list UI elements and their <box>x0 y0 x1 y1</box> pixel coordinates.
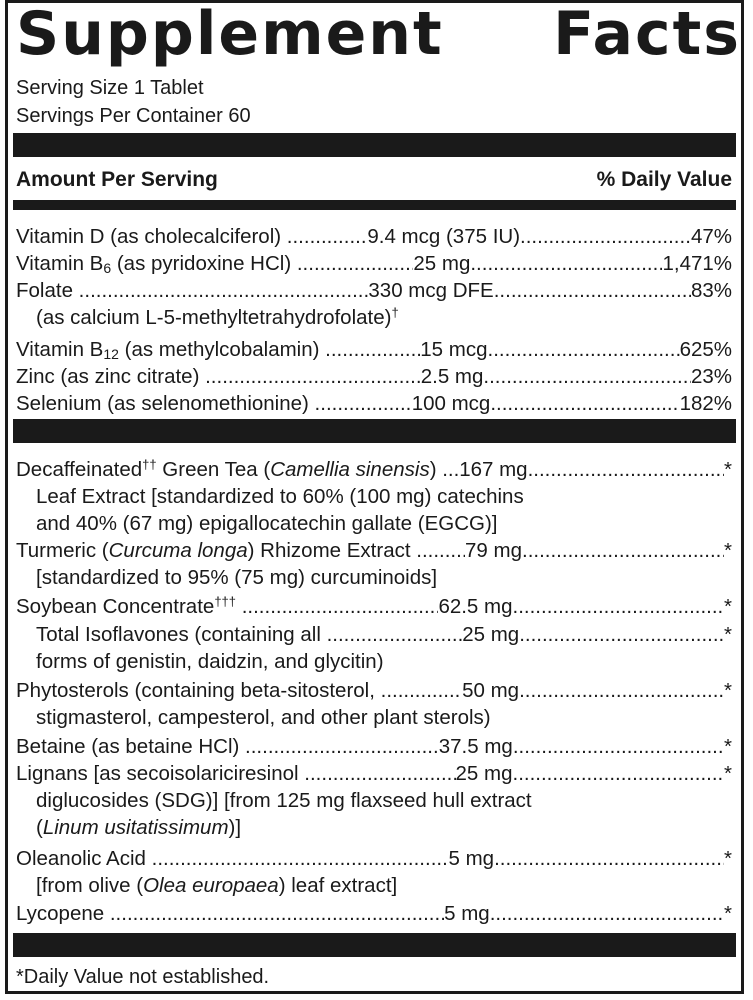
nutrient-name: Selenium (as selenomethionine) ..... <box>16 390 412 417</box>
ingredient-name: Phytosterols (containing beta-sitosterol, ..... <box>16 677 462 704</box>
nutrient-name: Vitamin D (as cholecalciferol) ..... <box>16 223 367 250</box>
thick-divider <box>13 133 736 157</box>
amount-per-serving-label: Amount Per Serving <box>16 168 218 191</box>
ingredient-row-green-tea <box>16 456 732 483</box>
ingredient-amount: 62.5 mg <box>438 595 513 618</box>
ingredient-amount: 79 mg <box>465 539 522 562</box>
daily-value-label: % Daily Value <box>596 168 732 191</box>
nutrient-dv: 83% <box>690 279 732 302</box>
ingredient-amount: 5 mg <box>444 902 490 925</box>
ingredient-dv: * <box>724 539 732 562</box>
nutrient-name: Zinc (as zinc citrate) ..... <box>16 363 421 390</box>
ingredient-amount: 25 mg <box>462 623 520 646</box>
title-word-supplement: Supplement <box>16 0 444 69</box>
ingredient-name: Turmeric (Curcuma longa) Rhizome Extract ..... <box>16 537 465 564</box>
ingredient-dv: * <box>724 762 732 785</box>
nutrient-row-selenium <box>16 390 732 417</box>
ingredient-row-turmeric <box>16 537 732 564</box>
oleanolic-detail: [from olive (Olea europaea) leaf extract] <box>36 874 398 897</box>
phytosterols-detail: stigmasterol, campesterol, and other plant sterols) <box>36 706 491 729</box>
nutrient-name: Folate ..... <box>16 277 368 304</box>
ingredient-amount: 25 mg <box>455 762 513 785</box>
ingredient-dv: * <box>724 679 732 702</box>
green-tea-detail-1: Leaf Extract [standardized to 60% (100 mg) catechins <box>36 485 524 508</box>
ingredient-row-soybean <box>16 593 732 620</box>
ingredient-name: Lycopene ..... <box>16 900 444 927</box>
ingredient-dv: * <box>724 847 732 870</box>
green-tea-detail-2: and 40% (67 mg) epigallocatechin gallate (EGCG)] <box>36 512 498 535</box>
ingredient-row-lycopene <box>16 900 732 927</box>
ingredient-dv: * <box>724 595 732 618</box>
nutrient-row-folate <box>16 277 732 304</box>
serving-size: Serving Size 1 Tablet <box>16 77 204 99</box>
column-header <box>16 167 732 193</box>
folate-source: (as calcium L-5-methyltetrahydrofolate)† <box>36 305 399 329</box>
ingredient-name: Betaine (as betaine HCl) ..... <box>16 733 439 760</box>
ingredient-amount: 167 mg <box>459 458 528 481</box>
nutrient-row-vitamin-b12 <box>16 336 732 363</box>
lignans-detail-2: (Linum usitatissimum)] <box>36 816 242 839</box>
ingredient-row-isoflavones <box>36 621 732 648</box>
ingredient-name: Soybean Concentrate††† ..... <box>16 593 438 620</box>
ingredient-dv: * <box>724 735 732 758</box>
ingredient-row-lignans <box>16 760 732 787</box>
nutrient-amount: 9.4 mcg (375 IU) <box>367 225 521 248</box>
nutrient-dv: 625% <box>679 338 732 361</box>
nutrient-dv: 182% <box>679 392 732 415</box>
nutrient-amount: 330 mcg DFE <box>368 279 494 302</box>
nutrient-name: Vitamin $B_6$ (as pyridoxine HCl) ..... <box>16 250 413 277</box>
ingredient-dv: * <box>724 458 732 481</box>
lignans-detail-1: diglucosides (SDG)] [from 125 mg flaxseed hull extract <box>36 789 532 812</box>
footnote: *Daily Value not established. <box>16 966 270 988</box>
ingredient-dv: * <box>724 623 732 646</box>
nutrient-amount: 25 mg <box>413 252 471 275</box>
isoflavones-detail: forms of genistin, daidzin, and glycitin) <box>36 650 384 673</box>
ingredient-name: Decaffeinated†† Green Tea (Camellia sinensis) ..... <box>16 456 459 483</box>
supplement-facts-panel <box>5 0 744 994</box>
nutrient-dv: 47% <box>690 225 732 248</box>
nutrient-amount: 15 mcg <box>420 338 488 361</box>
ingredient-dv: * <box>724 902 732 925</box>
ingredient-row-oleanolic-acid <box>16 845 732 872</box>
ingredient-row-phytosterols <box>16 677 732 704</box>
ingredient-amount: 50 mg <box>462 679 520 702</box>
medium-divider <box>13 200 736 210</box>
nutrient-name: Vitamin $B_{12}$ (as methylcobalamin) ..... <box>16 336 420 363</box>
ingredient-row-betaine <box>16 733 732 760</box>
nutrient-dv: 23% <box>690 365 732 388</box>
nutrient-amount: 2.5 mg <box>420 365 484 388</box>
ingredient-name: Total Isoflavones (containing all ..... <box>36 621 462 648</box>
nutrient-row-vitamin-d <box>16 223 732 250</box>
panel-title <box>16 0 741 69</box>
ingredient-amount: 5 mg <box>448 847 495 870</box>
ingredient-amount: 37.5 mg <box>438 735 513 758</box>
title-word-facts: Facts <box>553 0 741 69</box>
ingredient-name: Oleanolic Acid ..... <box>16 845 449 872</box>
nutrient-row-zinc <box>16 363 732 390</box>
nutrient-row-vitamin-b6 <box>16 250 732 277</box>
turmeric-detail: [standardized to 95% (75 mg) curcuminoids] <box>36 566 438 589</box>
nutrient-dv: 1,471% <box>662 252 732 275</box>
nutrient-amount: 100 mcg <box>411 392 491 415</box>
ingredient-name: Lignans [as secoisolariciresinol ..... <box>16 760 456 787</box>
thick-divider-3 <box>13 933 736 957</box>
servings-per-container: Servings Per Container 60 <box>16 105 251 127</box>
thick-divider-2 <box>13 419 736 443</box>
